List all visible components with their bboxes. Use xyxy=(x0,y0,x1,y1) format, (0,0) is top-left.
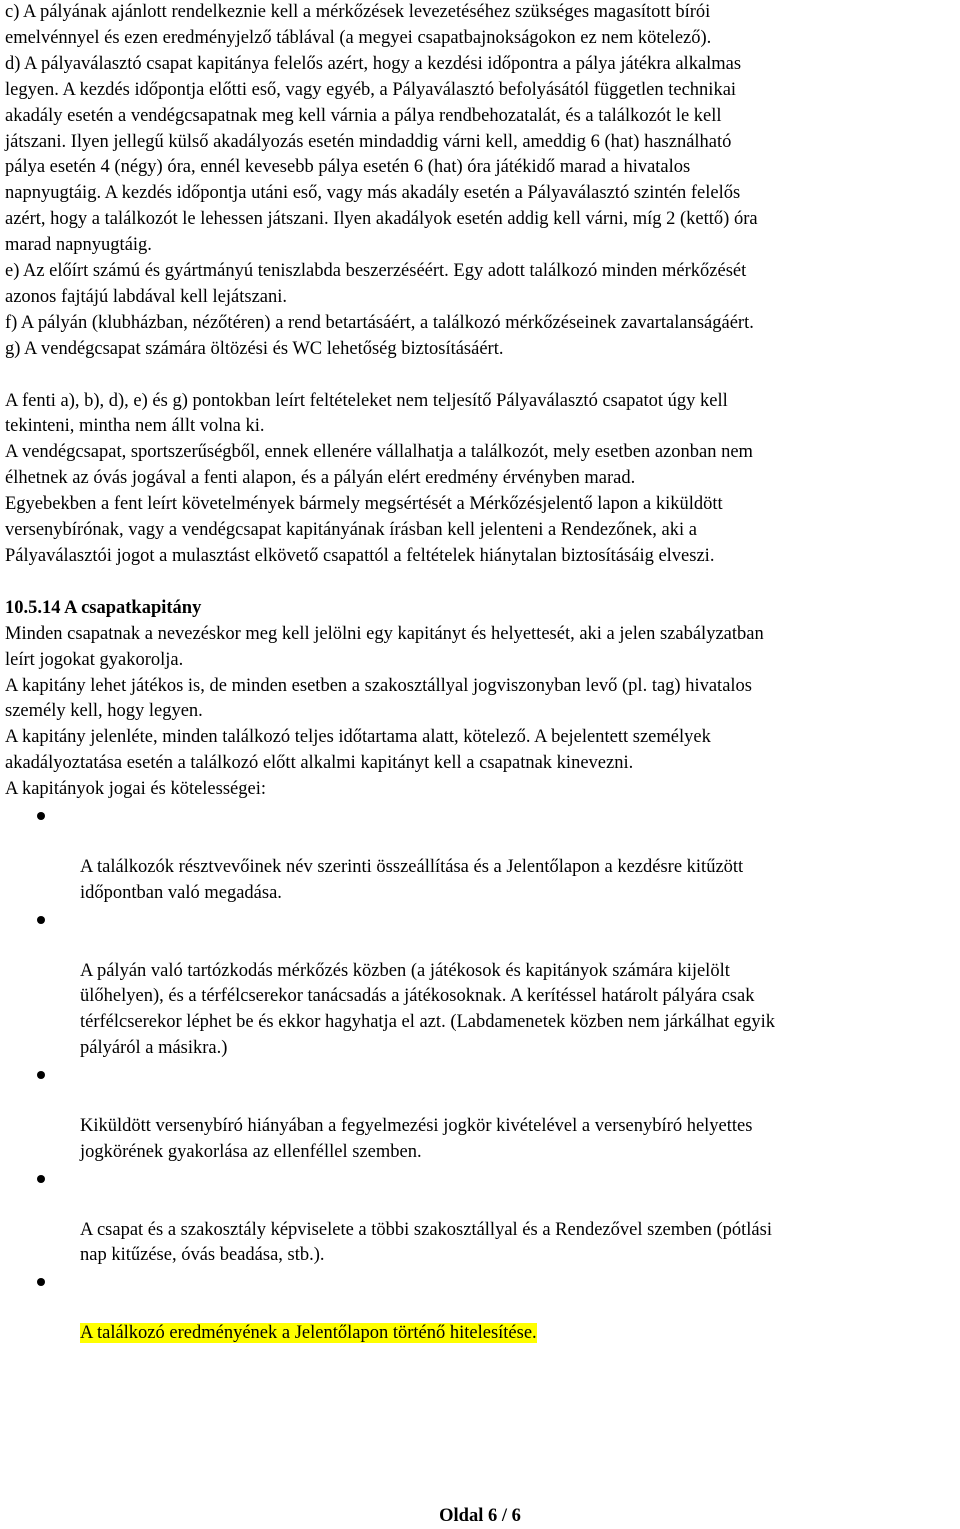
bullet-icon xyxy=(37,812,45,820)
bullet-icon xyxy=(37,916,45,924)
paragraph-conditions: A fenti a), b), d), e) és g) pontokban leírt feltételeket nem teljesítő Pályaválasztó csapatot úgy kell tekinteni, mintha nem állt volna ki. xyxy=(5,390,728,437)
section-paragraph: A kapitányok jogai és kötelességei: xyxy=(5,779,266,800)
paragraph-f: f) A pályán (klubházban, nézőtéren) a rend betartásáért, a találkozó mérkőzéseinek zavartalanságáért. xyxy=(5,312,754,333)
section-paragraph: A kapitány lehet játékos is, de minden esetben a szakosztállyal jogviszonyban levő (pl. tag) hivatalos személy kell, hogy legyen. xyxy=(5,675,752,722)
paragraph-guest-team: A vendégcsapat, sportszerűségből, ennek ellenére vállalhatja a találkozót, mely esetben azonban nem élhetnek az óvás jogával a fenti alapon, és a pályán elért eredmény érvényben marad. xyxy=(5,442,753,489)
page-footer: Oldal 6 / 6 xyxy=(439,1506,521,1526)
list-item-text: A csapat és a szakosztály képviselete a többi szakosztállyal és a Rendezővel szemben (pótlási nap kitűzése, óvás beadása, stb.). xyxy=(80,1219,772,1266)
list-item-text: A pályán való tartózkodás mérkőzés közben (a játékosok és kapitányok számára kijelölt ülőhelyen), és a térfélcserekor tanácsadás a játékosoknak. A kerítéssel határolt pályára csak térfélcserekor léphet be és ekkor hagyhatja el azt. (Labdamenetek közben nem járkálhat egyik pályáról a másikra.) xyxy=(80,960,775,1059)
list-item xyxy=(5,1269,960,1347)
bullet-icon xyxy=(37,1175,45,1183)
section-paragraph: Minden csapatnak a nevezéskor meg kell jelölni egy kapitányt és helyettesét, aki a jelen szabályzatban leírt jogokat gyakorolja. xyxy=(5,623,764,670)
section-paragraph: A kapitány jelenléte, minden találkozó teljes időtartama alatt, kötelező. A bejelentett személyek akadályoztatása esetén a találkozó előtt alkalmi kapitányt kell a csapatnak kinevezni. xyxy=(5,727,711,774)
spacer xyxy=(5,363,960,389)
highlighted-list-item-text: A találkozó eredményének a Jelentőlapon történő hitelesítése. xyxy=(80,1323,537,1344)
spacer xyxy=(5,570,960,596)
paragraph-e: e) Az előírt számú és gyártmányú teniszlabda beszerzéséért. Egy adott találkozó minden mérkőzését azonos fajtájú labdával kell lejátszani. xyxy=(5,261,747,307)
bullet-icon xyxy=(37,1278,45,1286)
section-heading: 10.5.14 A csapatkapitány xyxy=(5,597,202,618)
duties-list xyxy=(5,803,960,1347)
list-item xyxy=(5,1166,960,1270)
paragraph-d: d) A pályaválasztó csapat kapitánya felelős azért, hogy a kezdési időpontra a pálya játékra alkalmas legyen. A kezdés időpontja előtti eső, vagy egyéb, a Pályaválasztó befolyásától független technikai akadály esetén a vendégcsapatnak meg kell várnia a pálya rendbehozatalát, és a találkozót le kell játszani. Ilyen jellegű külső akadályozás esetén mindaddig várni kell, ameddig 6 (hat) használható pálya esetén 4 (négy) óra, ennél kevesebb pálya esetén 6 (hat) óra játékidő marad a hivatalos napnyugtáig. A kezdés időpontja utáni eső, vagy más akadály esetén a Pályaválasztó szintén felelős azért, hogy a találkozót le lehessen játszani. Ilyen akadályok esetén addig kell várni, míg 2 (kettő) óra marad napnyugtáig. xyxy=(5,53,758,256)
bullet-icon xyxy=(37,1071,45,1079)
paragraph-g: g) A vendégcsapat számára öltözési és WC lehetőség biztosításáért. xyxy=(5,338,504,359)
list-item-text: Kiküldött versenybíró hiányában a fegyelmezési jogkör kivételével a versenybíró helyettes jogkörének gyakorlása az ellenféllel szemben. xyxy=(80,1115,753,1162)
paragraph-violations: Egyebekben a fent leírt követelmények bármely megsértését a Mérkőzésjelentő lapon a kiküldött versenybírónak, vagy a vendégcsapat kapitányának írásban kell jelenteni a Rendezőnek, aki a Pályaválasztói jogot a mulasztást elkövető csapattól a feltételek hiánytalan biztosításáig elveszi. xyxy=(5,494,723,567)
document-page xyxy=(5,0,960,1347)
paragraph-c: c) A pályának ajánlott rendelkeznie kell a mérkőzések levezetéséhez szükséges magasított bírói emelvénnyel és ezen eredményjelző táblával (a megyei csapatbajnokságokon ez nem kötelező). xyxy=(5,2,712,48)
list-item-text: A találkozók résztvevőinek név szerinti összeállítása és a Jelentőlapon a kezdésre kitűzött időpontban való megadása. xyxy=(80,856,744,903)
list-item xyxy=(5,803,960,907)
list-item xyxy=(5,1062,960,1166)
list-item xyxy=(5,907,960,1062)
